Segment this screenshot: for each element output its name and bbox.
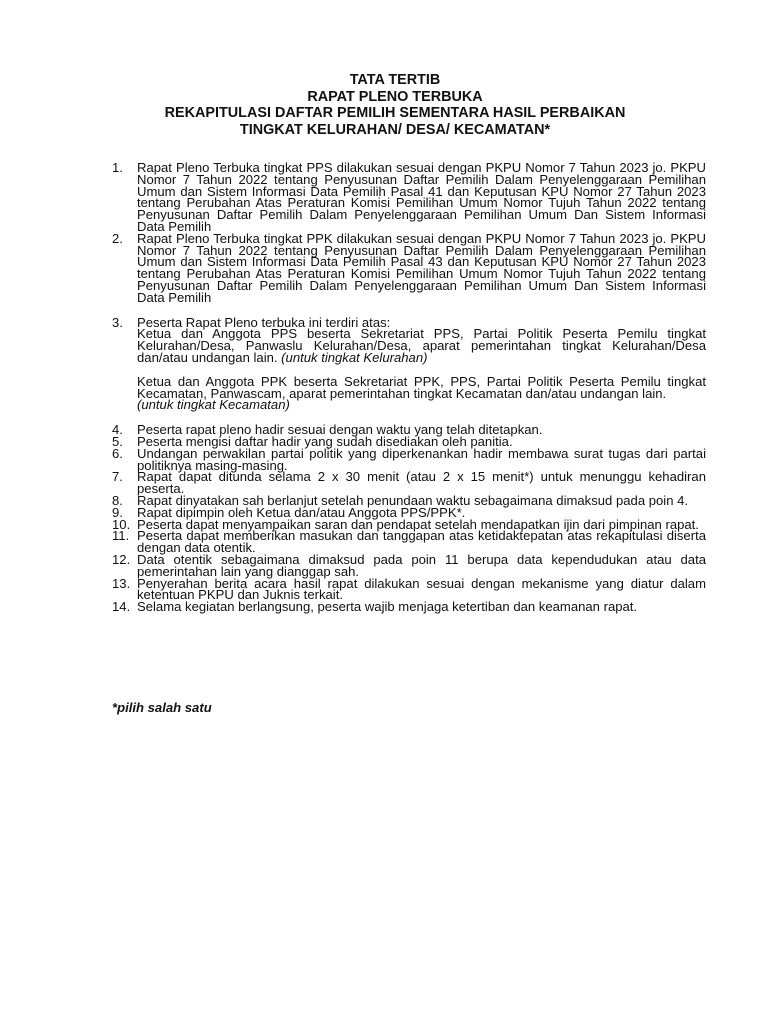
rule-text: Penyerahan berita acara hasil rapat dilakukan sesuai dengan mekanisme yang diatur dalam ketentuan PKPU dan Juknis terkait. [137, 575, 706, 603]
participants-kelurahan-note: (untuk tingkat Kelurahan) [281, 349, 428, 365]
rule-number: 8. [112, 492, 123, 508]
rule-item-2 [112, 230, 706, 305]
rule-item-1 [112, 162, 706, 233]
participants-kelurahan [137, 328, 706, 363]
rule-text: Data otentik sebagaimana dimaksud pada poin 11 berupa data kependudukan atau data pemerintahan lain yang dianggap sah. [137, 551, 706, 579]
rule-text: Rapat Pleno Terbuka tingkat PPS dilakukan sesuai dengan PKPU Nomor 7 Tahun 2023 jo. PKPU Nomor 7 Tahun 2022 tentang Penyusunan Daftar Pemilih Dalam Penyelenggaraan Pemilihan Umum dan Sistem Informasi Data Pemilih Pasal 41 dan Keputusan KPU Nomor 27 Tahun 2023 tentang Perubahan Atas Peraturan Komisi Pemilihan Umum Nomor Tujuh Tahun 2022 tentang Penyusunan Daftar Pemilih Dalam Penyelenggaraan Pemilihan Umum Dan Sistem Informasi Data Pemilih [137, 160, 706, 234]
rule-item-11 [112, 530, 706, 554]
rule-item-12 [112, 551, 706, 579]
footnote: *pilih salah satu [112, 700, 212, 715]
rule-text: Rapat dipimpin oleh Ketua dan/atau Anggota PPS/PPK*. [137, 504, 466, 520]
participants-kelurahan-text: Ketua dan Anggota PPS beserta Sekretariat PPS, Partai Politik Peserta Pemilu tingkat Kelurahan/Desa, Panwaslu Kelurahan/Desa, aparat pemerintahan tingkat Kelurahan/Desa dan/atau undangan lain. [137, 326, 706, 365]
title-line-3: REKAPITULASI DAFTAR PEMILIH SEMENTARA HASIL PERBAIKAN [164, 105, 626, 121]
rule-item-7 [112, 471, 706, 495]
participants-kecamatan-text: Ketua dan Anggota PPK beserta Sekretariat PPK, PPS, Partai Politik Peserta Pemilu tingkat Kecamatan, Panwascam, aparat pemerintahan tingkat Kecamatan dan/atau undangan lain. [137, 373, 706, 401]
rule-number: 7. [112, 469, 123, 485]
rule-number: 9. [112, 504, 123, 520]
rule-number: 1. [112, 160, 123, 175]
rule-text: Peserta dapat memberikan masukan dan tanggapan atas ketidaktepatan atas rekapitulasi diserta dengan data otentik. [137, 528, 706, 556]
document-title [0, 72, 768, 138]
rule-text: Rapat Pleno Terbuka tingkat PPK dilakukan sesuai dengan PKPU Nomor 7 Tahun 2023 jo. PKPU Nomor 7 Tahun 2022 tentang Penyusunan Daftar Pemilih Dalam Penyelenggaraan Pemilihan Umum dan Sistem Informasi Data Pemilih Pasal 43 dan Keputusan KPU Nomor 27 Tahun 2023 tentang Perubahan Atas Peraturan Komisi Pemilihan Umum Nomor Tujuh Tahun 2022 tentang Penyusunan Daftar Pemilih Dalam Penyelenggaraan Pemilihan Umum Dan Sistem Informasi Data Pemilih [137, 230, 706, 305]
rule-number: 11. [112, 528, 130, 544]
rule-text: Rapat dapat ditunda selama 2 x 30 menit (atau 2 x 15 menit*) untuk menunggu kehadiran peserta. [137, 469, 706, 497]
rule-intro: Peserta Rapat Pleno terbuka ini terdiri atas: [137, 314, 391, 330]
rule-number: 4. [112, 422, 123, 438]
rule-number: 14. [112, 599, 131, 615]
rule-number: 6. [112, 445, 123, 461]
rules-list [112, 162, 706, 613]
rule-number: 12. [112, 551, 131, 567]
rule-text: Rapat dinyatakan sah berlanjut setelah penundaan waktu sebagaimana dimaksud pada poin 4. [137, 492, 689, 508]
rule-number: 5. [112, 433, 123, 449]
rule-item-14 [112, 601, 706, 613]
title-line-4: TINGKAT KELURAHAN/ DESA/ KECAMATAN* [239, 121, 551, 138]
rule-number: 3. [112, 314, 123, 330]
rule-item-13 [112, 575, 706, 603]
rule-item-6 [112, 445, 706, 473]
title-line-1: TATA TERTIB [349, 72, 441, 88]
participants-kecamatan [137, 373, 706, 413]
title-line-2: RAPAT PLENO TERBUKA [307, 88, 483, 105]
rule-text: Peserta dapat menyampaikan saran dan pendapat setelah mendapatkan ijin dari pimpinan rapat. [137, 516, 699, 532]
rule-text: Undangan perwakilan partai politik yang diperkenankan hadir membawa surat tugas dari partai politiknya masing-masing. [137, 445, 706, 473]
rule-item-3 [112, 314, 706, 413]
participants-kecamatan-note: (untuk tingkat Kecamatan) [137, 397, 290, 413]
rule-number: 2. [112, 230, 123, 246]
rule-text: Selama kegiatan berlangsung, peserta wajib menjaga ketertiban dan keamanan rapat. [137, 599, 638, 615]
rule-number: 13. [112, 575, 131, 591]
rule-text: Peserta rapat pleno hadir sesuai dengan waktu yang telah ditetapkan. [137, 422, 543, 438]
rule-text: Peserta mengisi daftar hadir yang sudah disediakan oleh panitia. [137, 433, 513, 449]
rule-number: 10. [112, 516, 131, 532]
